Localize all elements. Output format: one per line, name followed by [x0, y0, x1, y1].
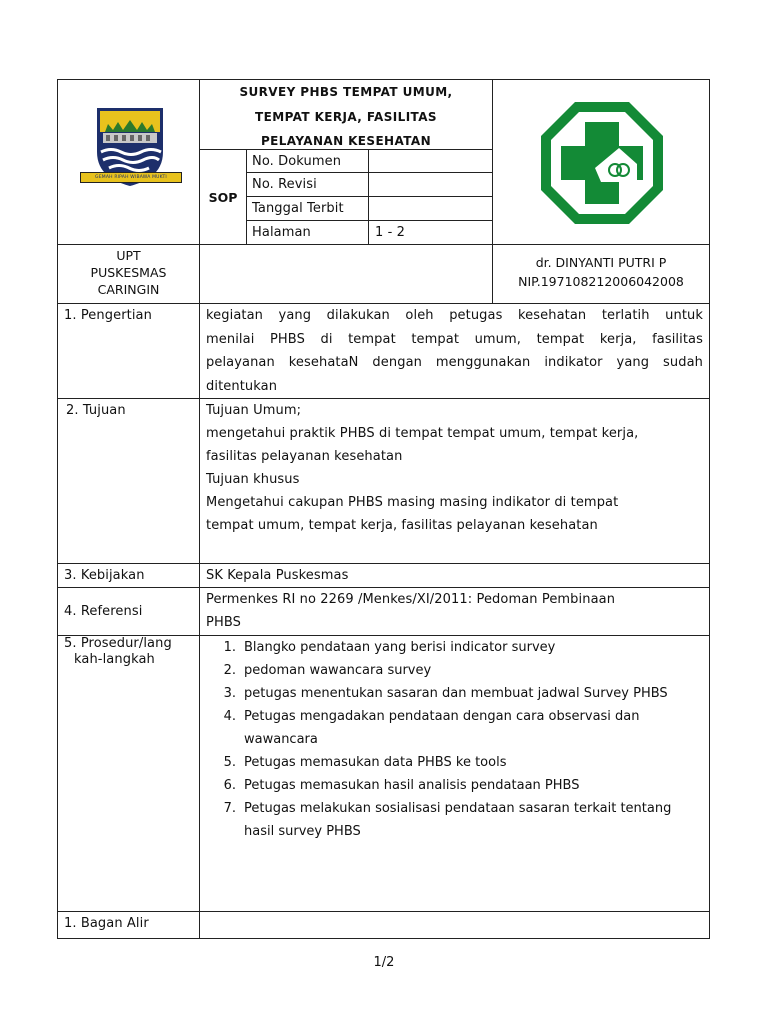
referensi-label: 4. Referensi — [64, 604, 143, 619]
doc-field-label-halaman: Halaman — [246, 220, 369, 245]
referensi-line-2: PHBS — [206, 615, 241, 630]
referensi-content-cell — [199, 587, 710, 636]
org-line-1: UPT — [116, 248, 141, 263]
signer-nip: NIP.197108212006042008 — [518, 274, 684, 289]
pengertian-line-4: ditentukan — [206, 378, 278, 394]
org-line-3: CARINGIN — [97, 282, 160, 297]
tujuan-line-1: Tujuan Umum; — [206, 403, 302, 418]
org-cell — [57, 244, 200, 304]
doc-field-label-revisi: No. Revisi — [246, 172, 369, 197]
pengertian-label-cell — [57, 303, 200, 399]
procedure-step: 5. Petugas memasukan data PHBS ke tools — [223, 755, 507, 770]
tujuan-line-2: mengetahui praktik PHBS di tempat tempat umum, tempat kerja, — [206, 426, 639, 441]
pengertian-line-3: pelayanan kesehataN dengan menggunakan indikator yang sudah — [206, 355, 703, 370]
referensi-line-1: Permenkes RI no 2269 /Menkes/XI/2011: Pedoman Pembinaan — [206, 592, 616, 607]
procedure-list — [212, 636, 699, 843]
sop-label: SOP — [208, 189, 238, 205]
org-line-2: PUSKESMAS — [90, 265, 167, 280]
prosedur-label-line-2: kah-langkah — [74, 652, 155, 667]
procedure-step: 1. Blangko pendataan yang berisi indicator survey — [223, 640, 556, 655]
doc-field-value-tanggal — [368, 196, 493, 221]
prosedur-label-cell — [57, 635, 200, 912]
procedure-step: 2. pedoman wawancara survey — [223, 663, 432, 678]
doc-field-value-revisi — [368, 172, 493, 197]
tujuan-line-6: tempat umum, tempat kerja, fasilitas pelayanan kesehatan — [206, 518, 598, 533]
kebijakan-label-cell — [57, 563, 200, 588]
emblem-motto: GEMAH RIPAH WIBAWA MUKTI — [95, 175, 167, 180]
referensi-label-cell — [57, 587, 200, 636]
emblem-motto-ribbon — [80, 172, 182, 183]
title-line-2: TEMPAT KERJA, FASILITAS — [255, 109, 437, 124]
title-line-1: SURVEY PHBS TEMPAT UMUM, — [239, 85, 453, 99]
pengertian-content-cell — [199, 303, 710, 399]
blank-middle-cell — [199, 244, 493, 304]
procedure-step: 4. Petugas mengadakan pendataan dengan cara observasi dan wawancara — [223, 709, 640, 747]
doc-field-label-dokumen: No. Dokumen — [246, 149, 369, 173]
pengertian-line-1: kegiatan yang dilakukan oleh petugas kesehatan terlatih untuk — [206, 308, 703, 323]
signer-cell — [492, 244, 710, 304]
logo-cell — [57, 79, 200, 245]
page-number: 1/2 — [373, 955, 395, 970]
tujuan-content-cell — [199, 398, 710, 564]
puskesmas-logo-cell — [492, 79, 710, 245]
bagan-alir-label: 1. Bagan Alir — [64, 916, 149, 931]
pengertian-label: 1. Pengertian — [64, 308, 152, 323]
kebijakan-text: SK Kepala Puskesmas — [206, 568, 349, 583]
doc-field-value-dokumen — [368, 149, 493, 173]
bagan-alir-label-cell — [57, 911, 200, 939]
signer-name: dr. DINYANTI PUTRI P — [535, 255, 667, 270]
tujuan-label-cell — [57, 398, 200, 564]
procedure-step: 3. petugas menentukan sasaran dan membuat jadwal Survey PHBS — [223, 686, 668, 701]
procedure-step: 6. Petugas memasukan hasil analisis pendataan PHBS — [223, 778, 580, 793]
prosedur-label-line-1: 5. Prosedur/lang — [64, 636, 172, 651]
tujuan-line-5: Mengetahui cakupan PHBS masing masing indikator di tempat — [206, 495, 619, 510]
tujuan-line-3: fasilitas pelayanan kesehatan — [206, 449, 403, 464]
sop-label-cell — [199, 149, 247, 245]
title-line-3: PELAYANAN KESEHATAN — [260, 134, 432, 148]
kebijakan-content-cell — [199, 563, 710, 588]
pengertian-line-2: menilai PHBS di tempat tempat umum, tempat kerja, fasilitas — [206, 331, 703, 347]
bagan-alir-content-cell — [199, 911, 710, 939]
doc-field-value-halaman: 1 - 2 — [368, 220, 493, 245]
procedure-step: 7. Petugas melakukan sosialisasi pendataan sasaran terkait tentang hasil survey PHBS — [223, 801, 672, 839]
tujuan-line-4: Tujuan khusus — [206, 472, 300, 487]
doc-field-label-tanggal: Tanggal Terbit — [246, 196, 369, 221]
puskesmas-logo-icon — [537, 98, 667, 228]
prosedur-content-cell — [199, 635, 710, 912]
title-cell — [199, 79, 493, 150]
kebijakan-label: 3. Kebijakan — [64, 568, 145, 583]
tujuan-label: 2. Tujuan — [66, 403, 126, 418]
